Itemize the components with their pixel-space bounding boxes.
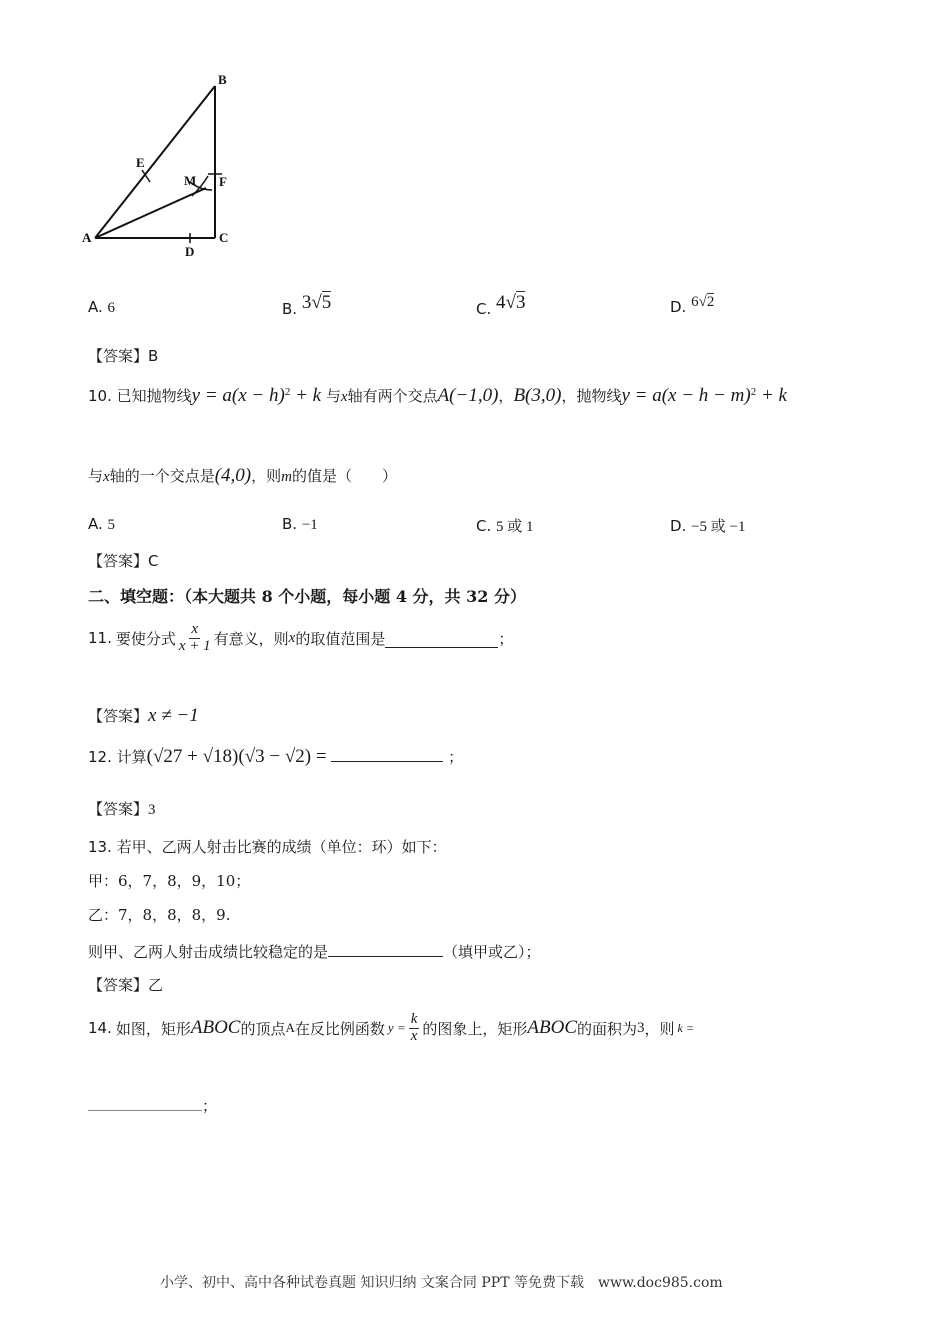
label-c: C xyxy=(219,230,229,245)
q13-blank[interactable] xyxy=(328,940,443,957)
label-f: F xyxy=(219,174,227,189)
q9-option-c: C. 4√3 xyxy=(476,292,526,318)
q13-yi: 乙：7，8，8，8，9. xyxy=(88,906,231,924)
q11-blank[interactable] xyxy=(385,629,498,648)
q13-question: 13. 若甲、乙两人射击比赛的成绩（单位：环）如下： xyxy=(88,838,447,856)
q13-ask: 则甲、乙两人射击成绩比较稳定的是 （填甲或乙）； xyxy=(88,940,541,962)
label-m: M xyxy=(184,173,197,188)
section-title: 二、填空题：（本大题共 8 个小题，每小题 4 分，共 32 分） xyxy=(88,587,526,606)
q14-fraction: $\frac{k}{x}$ xyxy=(410,1011,418,1044)
q13-jia: 甲：6，7，8，9，10； xyxy=(88,872,251,890)
q10-line1: 10. 已知抛物线$y = a(x - h)^2 + k$ 与x轴有两个交点A(−1,0)，B(3,0)，抛物线$y = a(x - h - m)^2 + k$ xyxy=(88,385,787,406)
q14-line: 14. 如图，矩形 ABOC 的顶点 A 在反比例函数 y = $\frac{k}{x}$ 的图象上，矩形 ABOC 的面积为 3 ，则 k = xyxy=(88,1011,694,1044)
q9-option-d: D. 6√2 xyxy=(670,294,715,316)
q10-option-b: B. −1 xyxy=(282,515,318,533)
q13-answer: 【答案】乙 xyxy=(88,976,164,994)
q11-fraction: $\frac{x}{x + 1}$ xyxy=(178,621,211,654)
q14-blank-line: ； xyxy=(88,1095,217,1116)
q14-blank[interactable] xyxy=(88,1096,202,1111)
q10-line2: 与x轴的一个交点是(4,0)，则m的值是（ ） xyxy=(88,465,397,486)
q12-blank[interactable] xyxy=(331,745,443,762)
label-a: A xyxy=(82,230,92,245)
q9-answer: 【答案】B xyxy=(88,347,159,365)
q9-option-a: A. 6 xyxy=(88,298,116,316)
label-e: E xyxy=(136,155,145,170)
label-b: B xyxy=(218,72,227,87)
q12-answer: 【答案】3 xyxy=(88,800,156,818)
q10-answer: 【答案】C xyxy=(88,552,159,570)
q12-line: 12. 计算(√27 + √18)(√3 − √2) = ； xyxy=(88,746,464,767)
q10-option-c: C. 5 或 1 xyxy=(476,517,534,535)
q11-answer: 【答案】x ≠ −1 xyxy=(88,705,199,726)
q11-line: 11. 要使分式 $\frac{x}{x + 1}$ 有意义，则 x 的取值范围是 ； xyxy=(88,621,514,654)
q10-option-d: D. −5 或 −1 xyxy=(670,517,746,535)
q10-option-a: A. 5 xyxy=(88,515,116,533)
q9-option-b: B. 3√5 xyxy=(282,292,332,318)
footer-text: 小学、初中、高中各种试卷真题 知识归纳 文案合同 PPT 等免费下载 www.doc985.com xyxy=(160,1275,723,1291)
label-d: D xyxy=(185,244,195,259)
triangle-figure xyxy=(80,70,250,260)
